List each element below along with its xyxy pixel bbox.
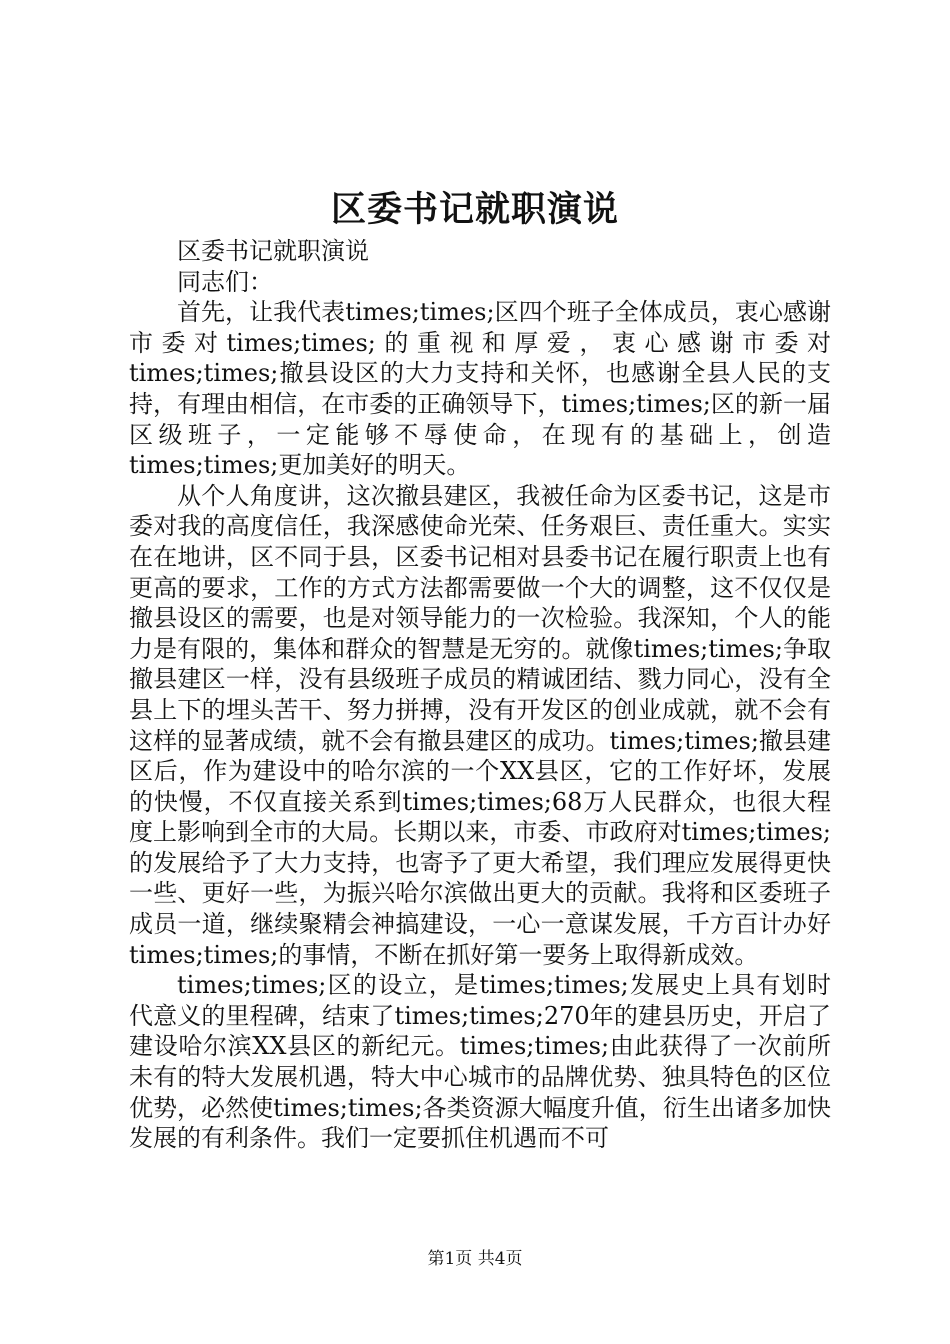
- paragraph: 从个人角度讲，这次撤县建区，我被任命为区委书记，这是市委对我的高度信任，我深感使命光荣、任务艰巨、责任重大。实实在在地讲，区不同于县，区委书记相对县委书记在履行职责上也有更高的要求，工作的方式方法都需要做一个大的调整，这不仅仅是撤县设区的需要，也是对领导能力的一次检验。我深知，个人的能力是有限的，集体和群众的智慧是无穷的。就像times;times;争取撤县建区一样，没有县级班子成员的精诚团结、戮力同心，没有全县上下的埋头苦干、努力拼搏，没有开发区的创业成就，就不会有这样的显著成绩，就不会有撤县建区的成功。times;times;撤县建区后，作为建设中的哈尔滨的一个XX县区，它的工作好坏，发展的快慢，不仅直接关系到times;times;68万人民群众，也很大程度上影响到全市的大局。长期以来，市委、市政府对times;times;的发展给予了大力支持，也寄予了更大希望，我们理应发展得更快一些、更好一些，为振兴哈尔滨做出更大的贡献。我将和区委班子成员一道，继续聚精会神搞建设，一心一意谋发展，千方百计办好times;times;的事情，不断在抓好第一要务上取得新成效。: [129, 481, 831, 969]
- document-body: [129, 236, 831, 1154]
- paragraph: times;times;区的设立，是times;times;发展史上具有划时代意义的里程碑，结束了times;times;270年的建县历史，开启了建设哈尔滨XX县区的新纪元。times;times;由此获得了一次前所未有的特大发展机遇，特大中心城市的品牌优势、独具特色的区位优势，必然使times;times;各类资源大幅度升值，衍生出诸多加快发展的有利条件。我们一定要抓住机遇而不可: [129, 971, 831, 1153]
- page-footer: 第1页 共4页: [427, 1249, 523, 1269]
- document-title: 区委书记就职演说: [330, 189, 619, 230]
- paragraph-subtitle: 区委书记就职演说: [177, 237, 369, 265]
- paragraph: 首先，让我代表times;times;区四个班子全体成员，衷心感谢市委对times;times;的重视和厚爱，衷心感谢市委对times;times;撤县设区的大力支持和关怀，也感谢全县人民的支持，有理由相信，在市委的正确领导下，times;times;区的新一届区级班子，一定能够不辱使命，在现有的基础上，创造times;times;更加美好的明天。: [129, 298, 831, 480]
- paragraph-salutation: 同志们：: [177, 267, 273, 296]
